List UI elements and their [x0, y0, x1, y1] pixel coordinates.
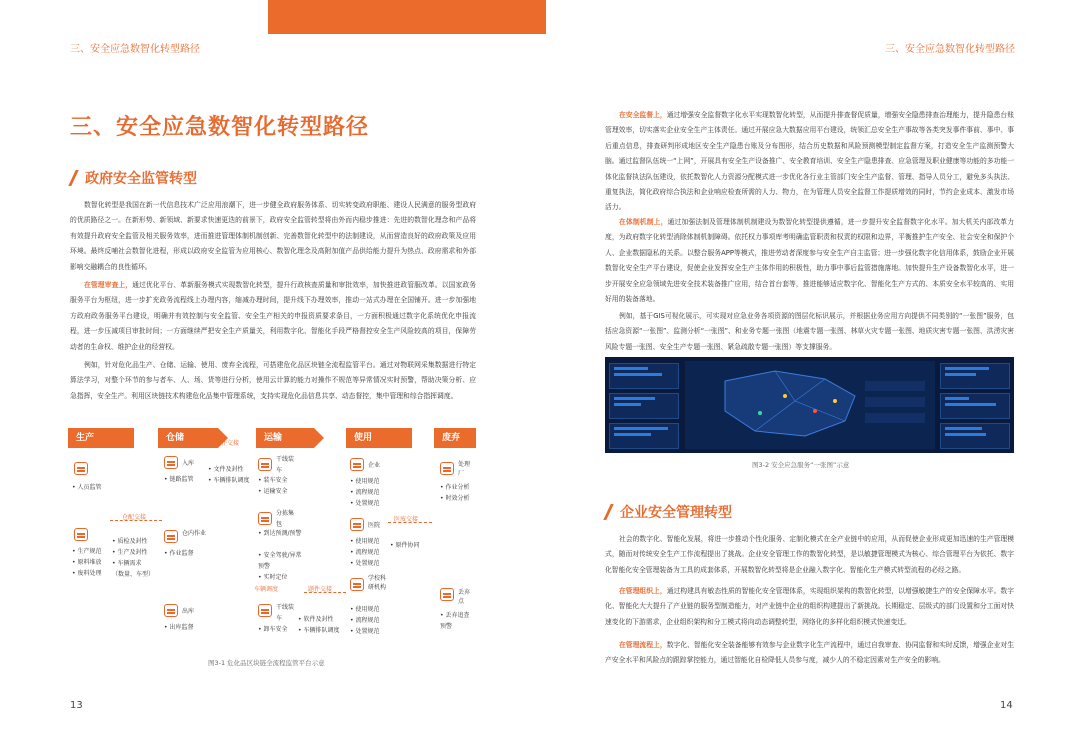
paragraph-organization-text: 通过构建具有敏态性质的智能化安全管理体系，实现组织架构的数智化转型，以增强敏捷生产的安全保障水平。数字化、智能化大大提升了产业链的服务型制造能力，对产业链中企业的组织构建提出了新挑战。长期稳定、层级式的部门设置和分工面对快速变化的下游需求，企业组织架构和分工模式将向动态调整转型，网络化的多样化组织模式快速变迁。 — [605, 587, 1015, 626]
warehouse-left-item: • 车辆需求 — [112, 560, 142, 567]
warehouse-left-item: • 生产及封性 — [112, 549, 148, 556]
transport-item: • 运输安全 — [258, 488, 288, 495]
warehouse-in-item: • 链路监管 — [164, 476, 194, 483]
disposal-item: • 作业分析 — [440, 484, 470, 491]
top-accent-bar — [268, 0, 546, 34]
hazmat-flow-diagram — [68, 428, 476, 660]
arrow-transport — [314, 428, 324, 448]
warehouse-op-item: • 作业监督 — [164, 550, 194, 557]
header-right: 三、安全应急数智化转型路径 — [885, 44, 1015, 55]
use-item: • 处置规范 — [350, 500, 380, 507]
truck-icon-2 — [258, 604, 272, 617]
use-item: • 流程规范 — [350, 489, 380, 496]
warehouse-op-label: 仓内作业 — [182, 530, 207, 537]
dashboard-left-panel — [609, 363, 679, 447]
paragraph-gis-example: 例如，基于GIS可视化展示，可实现对应急业务各项资源的图层化标识展示，并根据业务应用方向提供不同类别的“一张图”服务，包括应急资源“一张图”、监测分析“一张图”、和业务专题一张图（地震专题一张图、林草火灾专题一张图、地质灾害专题一张图、洪涝灾害风险专题一张图、安全生产专题一张图、紧急疏散专题一张图）等支撑服务。 — [605, 312, 1014, 351]
enterprise-icon — [350, 458, 364, 471]
transport-item: • 车辆排队调度 — [208, 477, 250, 484]
transport-mid-item: • 实时定位 — [258, 574, 288, 581]
transport-item: • 文件及封性 — [208, 466, 244, 473]
use-item: • 流程规范 — [350, 549, 380, 556]
page-number-right: 14 — [1000, 700, 1013, 711]
dashboard-right-panel — [940, 363, 1010, 447]
lead-organization: 在管理组织上， — [619, 587, 667, 595]
section-title-text: 企业安全管理转型 — [620, 505, 732, 521]
figure-caption-right: 图3-2 安全应急服务“一张图”示意 — [752, 461, 850, 469]
connector-medical-waste: 医废交接 — [394, 516, 419, 523]
paragraph-enterprise-intro: 社会的数字化、智能化发展，将进一步推动个性化服务、定制化模式在全产业链中的应用，从而促使企业形成更加迅速的生产管理模式，随而对传统安全生产工作流程提出了挑战。企业安全管理工作的数智化转型，是以敏捷管理模式为核心、综合管理平台为依托、数字化智能化安全管理装备为工具的成套体系，开展数智化转型将是企业融入数字化、智能化生产模式转型流程的必经之路。 — [605, 535, 1014, 574]
sorting-icon — [258, 512, 272, 525]
slash-icon — [603, 504, 613, 520]
paragraph-management-review-text: 通过优化平台、革新服务模式实现数智化转型，提升行政核查质量和审批效率，加快推进政管服改革。以国家政务服务平台为枢纽，进一步扩充政务流程线上办理内容，缩减办理时间，提升线下办理效率，推动一站式办理在全国铺开。进一步加强地方政府政务服务平台建设，明确并有效控制与安全监管、安全生产相关的申报资质要求条目，一方面积极通过数字化系统优化申报流程，进一步压减项目审批时间；一方面继续严把安全生产质量关，利用数字化、智能化手段严格督控安全生产风险较高的项目，保障劳动者的生命权、维护企业的经营权。 — [70, 281, 477, 351]
school-icon — [350, 578, 364, 591]
lead-management-review: 在管理审查上， — [84, 281, 133, 289]
transport-mid-item: • 安全驾驶/异常预警 — [258, 552, 302, 570]
column-disposal: 废弃 — [434, 428, 476, 448]
disposal-item: • 时效分析 — [440, 495, 470, 502]
transport-bottom-item: • 卸车安全 — [258, 626, 288, 633]
warehouse-out-icon — [164, 604, 178, 617]
page-title: 三、安全应急数智化转型路径 — [70, 115, 370, 140]
use-item: • 处置规范 — [350, 628, 380, 635]
section-title-text: 政府安全监管转型 — [85, 171, 197, 187]
production-item: • 原料堆放 — [72, 559, 102, 566]
transport-bottom-item: • 车辆排队调度 — [298, 627, 340, 634]
figure-caption-left: 图3-1 危化品区块链全流程监管平台示意 — [208, 659, 325, 667]
paragraph-intro: 数智化转型是我国在新一代信息技术广泛应用浪潮下，进一步健全政府服务体系、切实转变政府职能、建设人民满意的服务型政府的优质路径之一。在新形势、新领域、新要求快速更迭的前景下，政府安全监管转型将由外而内稳步推进：先进的数智化理念和产品将有效提升政府安全监管及相关服务效率，进而推进管理体制机制创新、完善数智化转型中的法制建设，从而营造良好的政府政策及应用环境。最终反哺社会数智化进程，形成以政府安全监管为应用核心、数智化理念及高附加值产品供给能力提升为热点、政府需求和外部影响交融耦合的良性循环。 — [70, 201, 476, 271]
paragraph-safety-supervision — [605, 108, 1014, 216]
disposal-plant-label: 处理厂 — [458, 461, 471, 477]
warehouse-in-label: 入库 — [182, 460, 195, 467]
production-item: • 生产规范 — [72, 548, 102, 555]
disposal-dump-label: 丢弃点 — [458, 589, 471, 605]
paragraph-institutional-mechanism — [605, 215, 1014, 307]
disposal-item: 预警 — [440, 623, 453, 630]
production-item: • 废料处理 — [72, 570, 102, 577]
transport-item: • 装车安全 — [258, 477, 288, 484]
column-use: 使用 — [346, 428, 412, 448]
paragraph-process-text: 数字化、智能化安全装备能够有效参与企业数字化生产流程中，通过自我审查、协同监督和实时反馈，增强企业对生产安全水平和风险点的跟踪掌控能力，通过智能化自检降低人员参与度，减少人的不稳定因素对生产安全的影响。 — [605, 641, 1015, 665]
use-right-item: • 原件协同 — [390, 542, 420, 549]
use-item: • 使用规范 — [350, 606, 380, 613]
transport-bottom-label: 干线装车 — [276, 604, 295, 622]
use-item: • 流程规范 — [350, 617, 380, 624]
connector-file-handover: 文件交接 — [215, 440, 240, 447]
disposal-item: • 丢弃追查 — [440, 612, 470, 619]
use-item: • 使用规范 — [350, 478, 380, 485]
truck-icon — [258, 458, 272, 471]
dump-icon — [440, 588, 454, 601]
warehouse-left-item: （数量、车型） — [112, 571, 155, 578]
lead-institutional-mechanism: 在体制机制上， — [619, 218, 668, 226]
use-item: • 使用规范 — [350, 538, 380, 545]
header-left: 三、安全应急数智化转型路径 — [70, 44, 200, 55]
connector-item-handover: 题件交接 — [308, 586, 333, 593]
column-transport: 运输 — [256, 428, 314, 448]
paragraph-organization — [605, 584, 1014, 630]
paragraph-management-review — [70, 278, 476, 355]
lead-safety-supervision: 在安全监督上， — [619, 111, 667, 119]
transport-mid-label: 分拣集包 — [276, 510, 295, 528]
plant-icon — [440, 462, 454, 475]
lead-process: 在管理流程上， — [619, 641, 667, 649]
paragraph-safety-supervision-text: 通过增强安全监督数字化水平实现数智化转型，从而提升排查督促质量，增强安全隐患排查治理能力，提升隐患台账管理效率，切实落实企业安全生产主体责任。通过开展应急大数据应用平台建设，统领汇总安全生产事故等各类突发事件事前、事中、事后重点信息，排查研判形成地区安全生产隐患台账及分布图形，结合历史数据和风险预测模型制定监督方案，打造安全生产监测预警大脑。通过监督队伍统一“上网”，开展具有安全生产设备推广、安全教育培训、安全生产隐患排查、应急管理及职业健康等功能的多功能一体化监督执法队伍建设，依托数智化人力资源分配模式进一步优化各行业主管部门安全生产监督、管理、指导人员分工，避免多头执法、重复执法，简化政府综合执法和企业响应检查所需的人力、物力，在为管理人员安全监督工作提质增效的同时，节约企业成本、激发市场活力。 — [605, 111, 1015, 212]
warehouse-out-label: 出库 — [182, 608, 195, 615]
connector-vehicle-dispatch: 车辆调度 — [254, 586, 279, 593]
use-item: • 处置规范 — [350, 560, 380, 567]
warehouse-left-item: • 质检及封性 — [112, 538, 148, 545]
column-storage: 仓储 — [158, 428, 218, 448]
use-hospital-label: 医院 — [368, 522, 381, 529]
production-icon — [74, 462, 88, 475]
paragraph-process — [605, 638, 1014, 669]
production-top-item: • 人员监管 — [72, 484, 102, 491]
paragraph-institutional-mechanism-text: 通过加强法制及管理体制机制建设为数智化转型提供遵循，进一步提升安全监督数字化水平。加大机关内部改革力度，为政府数字化转型消除体制机制障碍。依托权力事项库考明确监管职责和权责的权限和边界，平衡推护生产安全、社会安全和保护个人、企业数据隐私的关系。以整合服务APP等模式，推进劳动者深度参与安全生产自主监管；进一步强化数字化信用体系，鼓励企业开展数智化安全生产平台建设，促使企业发挥安全生产主体作用的积极性，助力事中事后监管措施落地。加快提升生产设备数智化水平，进一步开展安全应急领域先进安全技术装备推广应用，结合首台套等，推进能够适应数字化、智能化生产方式的、本质安全水平较高的、实用好用的装备落地。 — [605, 218, 1015, 304]
warehouse-out-item: • 出库监督 — [164, 624, 194, 631]
use-enterprise-label: 企业 — [368, 462, 381, 469]
production-icon-2 — [74, 528, 88, 541]
warehouse-op-icon — [164, 530, 178, 543]
transport-bottom-item: • 软件及封性 — [298, 616, 334, 623]
hospital-icon — [350, 518, 364, 531]
transport-top-label: 干线装车 — [276, 456, 295, 474]
section-title-government — [72, 168, 197, 188]
paragraph-example-hazmat: 例如，针对危化品生产、仓储、运输、使用、废弃全流程，可搭建危化品区块链全流程监管平台。通过对物联网采集数据进行特定算法学习，对整个环节的参与者车、人、场、货等进行分析，使用云计算的能力对操作不规范等异常情况实时预警，帮助决策分析、应急指挥，安全生产。利用区块链技术构建危化品集中管理系统，支持实现危化品信息共享、动态督控，集中管理和综合指挥调度。 — [70, 361, 476, 400]
page-number-left: 13 — [70, 700, 83, 711]
emergency-one-map-screenshot — [605, 357, 1014, 453]
column-production: 生产 — [68, 428, 134, 448]
transport-mid-item: • 到达预测/预警 — [258, 530, 302, 537]
section-title-enterprise — [607, 502, 732, 522]
warehouse-in-icon — [164, 456, 178, 469]
connector-warehouse-handover: 仓配交接 — [122, 514, 147, 521]
gis-map — [685, 361, 935, 449]
use-school-label: 学校科研机构 — [368, 575, 387, 591]
slash-icon — [68, 170, 78, 186]
